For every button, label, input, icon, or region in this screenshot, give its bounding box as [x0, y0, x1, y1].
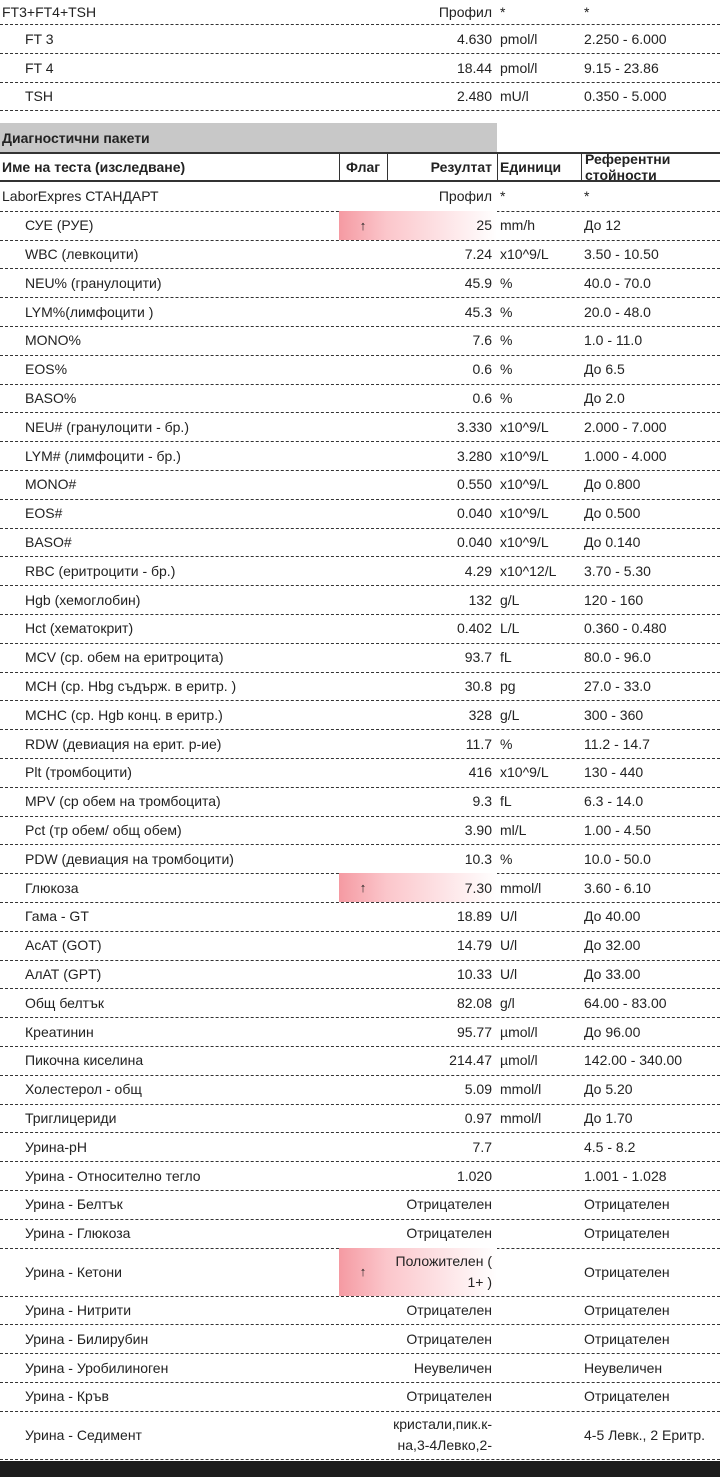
- reference-range: До 2.0: [584, 389, 625, 406]
- flag-up-icon: [339, 585, 387, 614]
- result-value: Положителен ( 1+ ): [395, 1252, 492, 1290]
- flag-up-icon: [339, 1324, 387, 1353]
- unit-value: %: [500, 850, 513, 867]
- result-value: 9.3: [472, 793, 492, 810]
- reference-range: До 0.800: [584, 476, 641, 493]
- flag-up-icon: [339, 1132, 387, 1161]
- table-row: [0, 182, 720, 212]
- test-name: Урина - Нитрити: [25, 1301, 132, 1318]
- result-value: 45.3: [464, 303, 492, 320]
- unit-value: mm/h: [500, 217, 535, 234]
- result-value: Отрицателен: [406, 1388, 492, 1405]
- unit-value: x10^9/L: [500, 245, 549, 262]
- flag-up-icon: [339, 700, 387, 729]
- result-value: 10.3: [464, 850, 492, 867]
- table-row: [0, 268, 720, 298]
- result-value: 2.480: [456, 88, 492, 104]
- flag-up-icon: [339, 53, 387, 82]
- reference-range: До 6.5: [584, 361, 625, 378]
- result-value: кристали,пик.к-на,3-4Левко,2-: [393, 1415, 492, 1453]
- result-value: 7.7: [472, 1138, 492, 1155]
- unit-value: *: [500, 4, 506, 20]
- flag-up-icon: [339, 0, 387, 24]
- unit-value: mU/l: [500, 88, 529, 104]
- unit-value: %: [500, 735, 513, 752]
- result-value: 95.77: [456, 1023, 492, 1040]
- table-row: [0, 0, 720, 25]
- reference-range: До 12: [584, 217, 621, 234]
- reference-range: 64.00 - 83.00: [584, 994, 667, 1011]
- flag-up-icon: [339, 268, 387, 297]
- result-value: 3.90: [464, 821, 492, 838]
- result-value: Профил: [438, 188, 492, 205]
- table-row: [0, 1382, 720, 1412]
- test-name: LYM# (лимфоцити - бр.): [25, 447, 181, 464]
- test-name: Урина - Седимент: [25, 1426, 142, 1443]
- result-value: 5.09: [464, 1081, 492, 1098]
- table-row: [0, 758, 720, 788]
- reference-range: До 96.00: [584, 1023, 641, 1040]
- result-value: 214.47: [449, 1052, 492, 1069]
- unit-value: mmol/l: [500, 1109, 542, 1126]
- flag-up-icon: [339, 1353, 387, 1382]
- test-name: СУЕ (РУЕ): [25, 217, 94, 234]
- flag-up-icon: [339, 931, 387, 960]
- table-row: [0, 729, 720, 759]
- unit-value: mmol/l: [500, 1081, 542, 1098]
- unit-value: x10^9/L: [500, 533, 549, 550]
- reference-range: 4.5 - 8.2: [584, 1138, 636, 1155]
- result-value: 4.29: [464, 562, 492, 579]
- table-header: [0, 152, 720, 182]
- reference-range: До 32.00: [584, 937, 641, 954]
- flag-up-icon: [339, 326, 387, 355]
- table-row: [0, 1411, 720, 1460]
- reference-range: Неувеличен: [584, 1359, 663, 1376]
- test-name: Урина-pH: [25, 1138, 87, 1155]
- table-row: [0, 384, 720, 414]
- test-name: Холестерол - общ: [25, 1081, 142, 1098]
- unit-value: fL: [500, 793, 512, 810]
- unit-value: pmol/l: [500, 30, 538, 47]
- flag-up-icon: [339, 384, 387, 413]
- result-value: 18.44: [456, 59, 492, 76]
- table-row: [0, 873, 720, 903]
- test-name: AcAT (GOT): [25, 937, 102, 954]
- test-name: MONO#: [25, 476, 77, 493]
- test-name: Урина - Кетони: [25, 1263, 122, 1280]
- table-row: [0, 1190, 720, 1220]
- table-row: [0, 1353, 720, 1383]
- result-value: Отрицателен: [406, 1330, 492, 1347]
- result-value: Отрицателен: [406, 1301, 492, 1318]
- reference-range: Отрицателен: [584, 1263, 670, 1280]
- reference-range: 1.0 - 11.0: [584, 332, 643, 349]
- unit-value: x10^9/L: [500, 505, 549, 522]
- result-value: 132: [468, 591, 492, 608]
- reference-range: *: [584, 4, 590, 20]
- table-row: [0, 1219, 720, 1249]
- test-name: WBC (левкоцити): [25, 245, 139, 262]
- reference-range: До 33.00: [584, 965, 641, 982]
- test-name: Триглицериди: [25, 1109, 117, 1126]
- table-row: [0, 931, 720, 961]
- result-value: 0.402: [456, 620, 492, 637]
- table-row: [0, 902, 720, 932]
- result-value: 4.630: [456, 30, 492, 47]
- test-name: FT 4: [25, 59, 54, 76]
- table-row: [0, 499, 720, 529]
- flag-up-icon: [339, 82, 387, 110]
- flag-up-icon: [339, 787, 387, 816]
- reference-range: 10.0 - 50.0: [584, 850, 651, 867]
- unit-value: g/L: [500, 706, 520, 723]
- test-name: FT3+FT4+TSH: [2, 4, 97, 20]
- flag-up-icon: [339, 1296, 387, 1325]
- reference-range: 3.70 - 5.30: [584, 562, 651, 579]
- reference-range: 20.0 - 48.0: [584, 303, 651, 320]
- result-value: Неувеличен: [413, 1359, 492, 1376]
- result-value: 3.330: [456, 418, 492, 435]
- reference-range: 300 - 360: [584, 706, 644, 723]
- flag-up-icon: [339, 1075, 387, 1104]
- result-value: 1.020: [456, 1167, 492, 1184]
- header-result: Резултат: [430, 159, 492, 175]
- reference-range: До 0.140: [584, 533, 641, 550]
- flag-up-icon: [339, 412, 387, 441]
- flag-up-icon: [339, 355, 387, 384]
- result-value: Отрицателен: [406, 1225, 492, 1242]
- test-name: Урина - Билирубин: [25, 1330, 149, 1347]
- test-name: MCH (ср. Hbg съдърж. в еритр. ): [25, 677, 237, 694]
- unit-value: x10^9/L: [500, 418, 549, 435]
- unit-value: pmol/l: [500, 59, 538, 76]
- result-value: 0.040: [456, 533, 492, 550]
- test-name: MPV (ср обем на тромбоцита): [25, 793, 221, 810]
- reference-range: 1.001 - 1.028: [584, 1167, 667, 1184]
- result-value: 7.24: [464, 245, 492, 262]
- reference-range: 80.0 - 96.0: [584, 649, 651, 666]
- result-value: 0.97: [464, 1109, 492, 1126]
- unit-value: *: [500, 188, 506, 205]
- test-name: Глюкоза: [25, 879, 79, 896]
- reference-range: 0.360 - 0.480: [584, 620, 667, 637]
- result-value: 0.040: [456, 505, 492, 522]
- result-value: Профил: [438, 4, 492, 20]
- unit-value: x10^12/L: [500, 562, 557, 579]
- reference-range: 9.15 - 23.86: [584, 59, 659, 76]
- reference-range: 2.250 - 6.000: [584, 30, 667, 47]
- flag-up-icon: ↑: [359, 217, 367, 233]
- unit-value: %: [500, 332, 513, 349]
- test-name: Урина - Уробилиноген: [25, 1359, 169, 1376]
- reference-range: 130 - 440: [584, 764, 644, 781]
- table-row: [0, 24, 720, 54]
- test-name: Пикочна киселина: [25, 1052, 144, 1069]
- reference-range: Отрицателен: [584, 1196, 670, 1213]
- unit-value: %: [500, 361, 513, 378]
- flag-up-icon: [339, 297, 387, 326]
- table-row: [0, 700, 720, 730]
- reference-range: Отрицателен: [584, 1330, 670, 1347]
- reference-range: 40.0 - 70.0: [584, 274, 651, 291]
- table-row: [0, 1296, 720, 1326]
- result-value: 7.6: [472, 332, 492, 349]
- header-reference: Референтни стойности: [585, 151, 671, 183]
- test-name: MCV (ср. обем на еритроцита): [25, 649, 224, 666]
- flag-up-icon: [339, 240, 387, 269]
- table-row: [0, 211, 720, 241]
- result-value: 0.550: [456, 476, 492, 493]
- table-row: [0, 470, 720, 500]
- result-value: 416: [468, 764, 492, 781]
- unit-value: x10^9/L: [500, 447, 549, 464]
- test-name: MONO%: [25, 332, 81, 349]
- reference-range: 120 - 160: [584, 591, 644, 608]
- result-value: 93.7: [464, 649, 492, 666]
- flag-up-icon: [339, 729, 387, 758]
- unit-value: %: [500, 274, 513, 291]
- reference-range: До 0.500: [584, 505, 641, 522]
- flag-up-icon: [339, 441, 387, 470]
- table-row: [0, 82, 720, 111]
- test-name: Plt (тромбоцити): [25, 764, 132, 781]
- flag-up-icon: [339, 902, 387, 931]
- test-name: АлАТ (GPT): [25, 965, 102, 982]
- table-row: [0, 556, 720, 586]
- flag-up-icon: [339, 1382, 387, 1411]
- table-row: [0, 787, 720, 817]
- flag-up-icon: ↑: [359, 1264, 367, 1280]
- result-value: 10.33: [456, 965, 492, 982]
- flag-up-icon: [339, 672, 387, 701]
- test-name: LYM%(лимфоцити ): [25, 303, 154, 320]
- table-row: [0, 585, 720, 615]
- test-name: MCHC (ср. Hgb конц. в еритр.): [25, 706, 223, 723]
- unit-value: g/L: [500, 591, 520, 608]
- table-row: [0, 240, 720, 270]
- reference-range: Отрицателен: [584, 1301, 670, 1318]
- unit-value: %: [500, 389, 513, 406]
- result-value: 82.08: [456, 994, 492, 1011]
- reference-range: 2.000 - 7.000: [584, 418, 667, 435]
- test-name: RDW (девиация на ерит. р-ие): [25, 735, 222, 752]
- unit-value: U/l: [500, 937, 518, 954]
- test-name: Hgb (хемоглобин): [25, 591, 141, 608]
- table-row: [0, 297, 720, 327]
- table-row: [0, 441, 720, 471]
- test-name: LaborExpres СТАНДАРТ: [2, 188, 159, 205]
- test-name: FT 3: [25, 30, 54, 47]
- unit-value: fL: [500, 649, 512, 666]
- result-value: 11.7: [465, 735, 492, 752]
- flag-up-icon: [339, 988, 387, 1017]
- flag-up-icon: [339, 556, 387, 585]
- table-row: [0, 988, 720, 1018]
- unit-value: L/L: [500, 620, 520, 637]
- unit-value: µmol/l: [500, 1052, 538, 1069]
- test-name: Гама - GT: [25, 908, 89, 925]
- reference-range: 1.00 - 4.50: [584, 821, 651, 838]
- reference-range: 11.2 - 14.7: [584, 735, 650, 752]
- reference-range: Отрицателен: [584, 1225, 670, 1242]
- reference-range: До 40.00: [584, 908, 641, 925]
- flag-up-icon: [339, 844, 387, 873]
- result-value: 18.89: [456, 908, 492, 925]
- test-name: PDW (девиация на тромбоцити): [25, 850, 234, 867]
- flag-up-icon: [339, 816, 387, 845]
- flag-up-icon: [339, 1219, 387, 1248]
- section-title: Диагностични пакети: [0, 123, 497, 152]
- unit-value: pg: [500, 677, 516, 694]
- table-row: [0, 960, 720, 990]
- test-name: EOS%: [25, 361, 68, 378]
- test-name: BASO#: [25, 533, 72, 550]
- reference-range: 27.0 - 33.0: [584, 677, 651, 694]
- table-row: [0, 1075, 720, 1105]
- unit-value: U/l: [500, 965, 518, 982]
- flag-up-icon: [339, 758, 387, 787]
- flag-up-icon: [339, 470, 387, 499]
- table-row: [0, 1017, 720, 1047]
- reference-range: 0.350 - 5.000: [584, 88, 667, 104]
- test-name: Pct (тр обем/ общ обем): [25, 821, 182, 838]
- flag-up-icon: [339, 1046, 387, 1075]
- test-name: RBC (еритроцити - бр.): [25, 562, 176, 579]
- test-name: Урина - Глюкоза: [25, 1225, 131, 1242]
- flag-up-icon: [339, 1104, 387, 1133]
- result-value: 25: [476, 217, 492, 234]
- table-row: [0, 1248, 720, 1297]
- bottom-bar: [0, 1461, 720, 1477]
- flag-up-icon: [339, 643, 387, 672]
- reference-range: До 5.20: [584, 1081, 633, 1098]
- reference-range: 1.000 - 4.000: [584, 447, 667, 464]
- table-row: [0, 53, 720, 83]
- table-row: [0, 614, 720, 644]
- test-name: Креатинин: [25, 1023, 94, 1040]
- reference-range: Отрицателен: [584, 1388, 670, 1405]
- table-row: [0, 1324, 720, 1354]
- table-row: [0, 844, 720, 874]
- flag-up-icon: [339, 1161, 387, 1190]
- unit-value: %: [500, 303, 513, 320]
- test-name: Урина - Белтък: [25, 1196, 123, 1213]
- result-value: 0.6: [472, 361, 492, 378]
- unit-value: g/l: [500, 994, 515, 1011]
- unit-value: ml/L: [500, 821, 527, 838]
- reference-range: До 1.70: [584, 1109, 633, 1126]
- header-units: Единици: [500, 159, 562, 175]
- table-row: [0, 412, 720, 442]
- test-name: Общ белтък: [25, 994, 104, 1011]
- table-row: [0, 1104, 720, 1134]
- table-row: [0, 643, 720, 673]
- unit-value: x10^9/L: [500, 764, 549, 781]
- table-row: [0, 1161, 720, 1191]
- reference-range: 3.60 - 6.10: [584, 879, 651, 896]
- test-name: BASO%: [25, 389, 77, 406]
- table-row: [0, 1046, 720, 1076]
- test-name: NEU# (гранулоцити - бр.): [25, 418, 189, 435]
- reference-range: *: [584, 188, 590, 205]
- reference-range: 3.50 - 10.50: [584, 245, 659, 262]
- flag-up-icon: [339, 960, 387, 989]
- test-name: TSH: [25, 88, 53, 104]
- result-value: 328: [468, 706, 492, 723]
- reference-range: 6.3 - 14.0: [584, 793, 644, 810]
- result-value: 45.9: [464, 274, 492, 291]
- table-row: [0, 528, 720, 558]
- flag-up-icon: [339, 528, 387, 557]
- result-value: 7.30: [464, 879, 492, 896]
- header-flag: Флаг: [346, 159, 381, 175]
- table-row: [0, 672, 720, 702]
- unit-value: U/l: [500, 908, 518, 925]
- test-name: Hct (хематокрит): [25, 620, 134, 637]
- unit-value: mmol/l: [500, 879, 542, 896]
- flag-up-icon: [339, 182, 387, 211]
- result-value: 14.79: [456, 937, 492, 954]
- flag-up-icon: [339, 614, 387, 643]
- table-row: [0, 816, 720, 846]
- reference-range: 142.00 - 340.00: [584, 1052, 683, 1069]
- flag-up-icon: [339, 499, 387, 528]
- result-value: 30.8: [464, 677, 492, 694]
- table-row: [0, 326, 720, 356]
- flag-up-icon: ↑: [359, 880, 367, 896]
- unit-value: µmol/l: [500, 1023, 538, 1040]
- test-name: NEU% (гранулоцити): [25, 274, 162, 291]
- result-value: 3.280: [456, 447, 492, 464]
- header-name: Име на теста (изследване): [2, 159, 186, 175]
- flag-up-icon: [339, 1411, 387, 1459]
- result-value: Отрицателен: [406, 1196, 492, 1213]
- unit-value: x10^9/L: [500, 476, 549, 493]
- test-name: Урина - Относително тегло: [25, 1167, 201, 1184]
- table-row: [0, 355, 720, 385]
- test-name: EOS#: [25, 505, 63, 522]
- flag-up-icon: [339, 1190, 387, 1219]
- table-row: [0, 1132, 720, 1162]
- test-name: Урина - Кръв: [25, 1388, 109, 1405]
- flag-up-icon: [339, 24, 387, 53]
- result-value: 0.6: [472, 389, 492, 406]
- flag-up-icon: [339, 1017, 387, 1046]
- reference-range: 4-5 Левк., 2 Еритр.: [584, 1426, 706, 1443]
